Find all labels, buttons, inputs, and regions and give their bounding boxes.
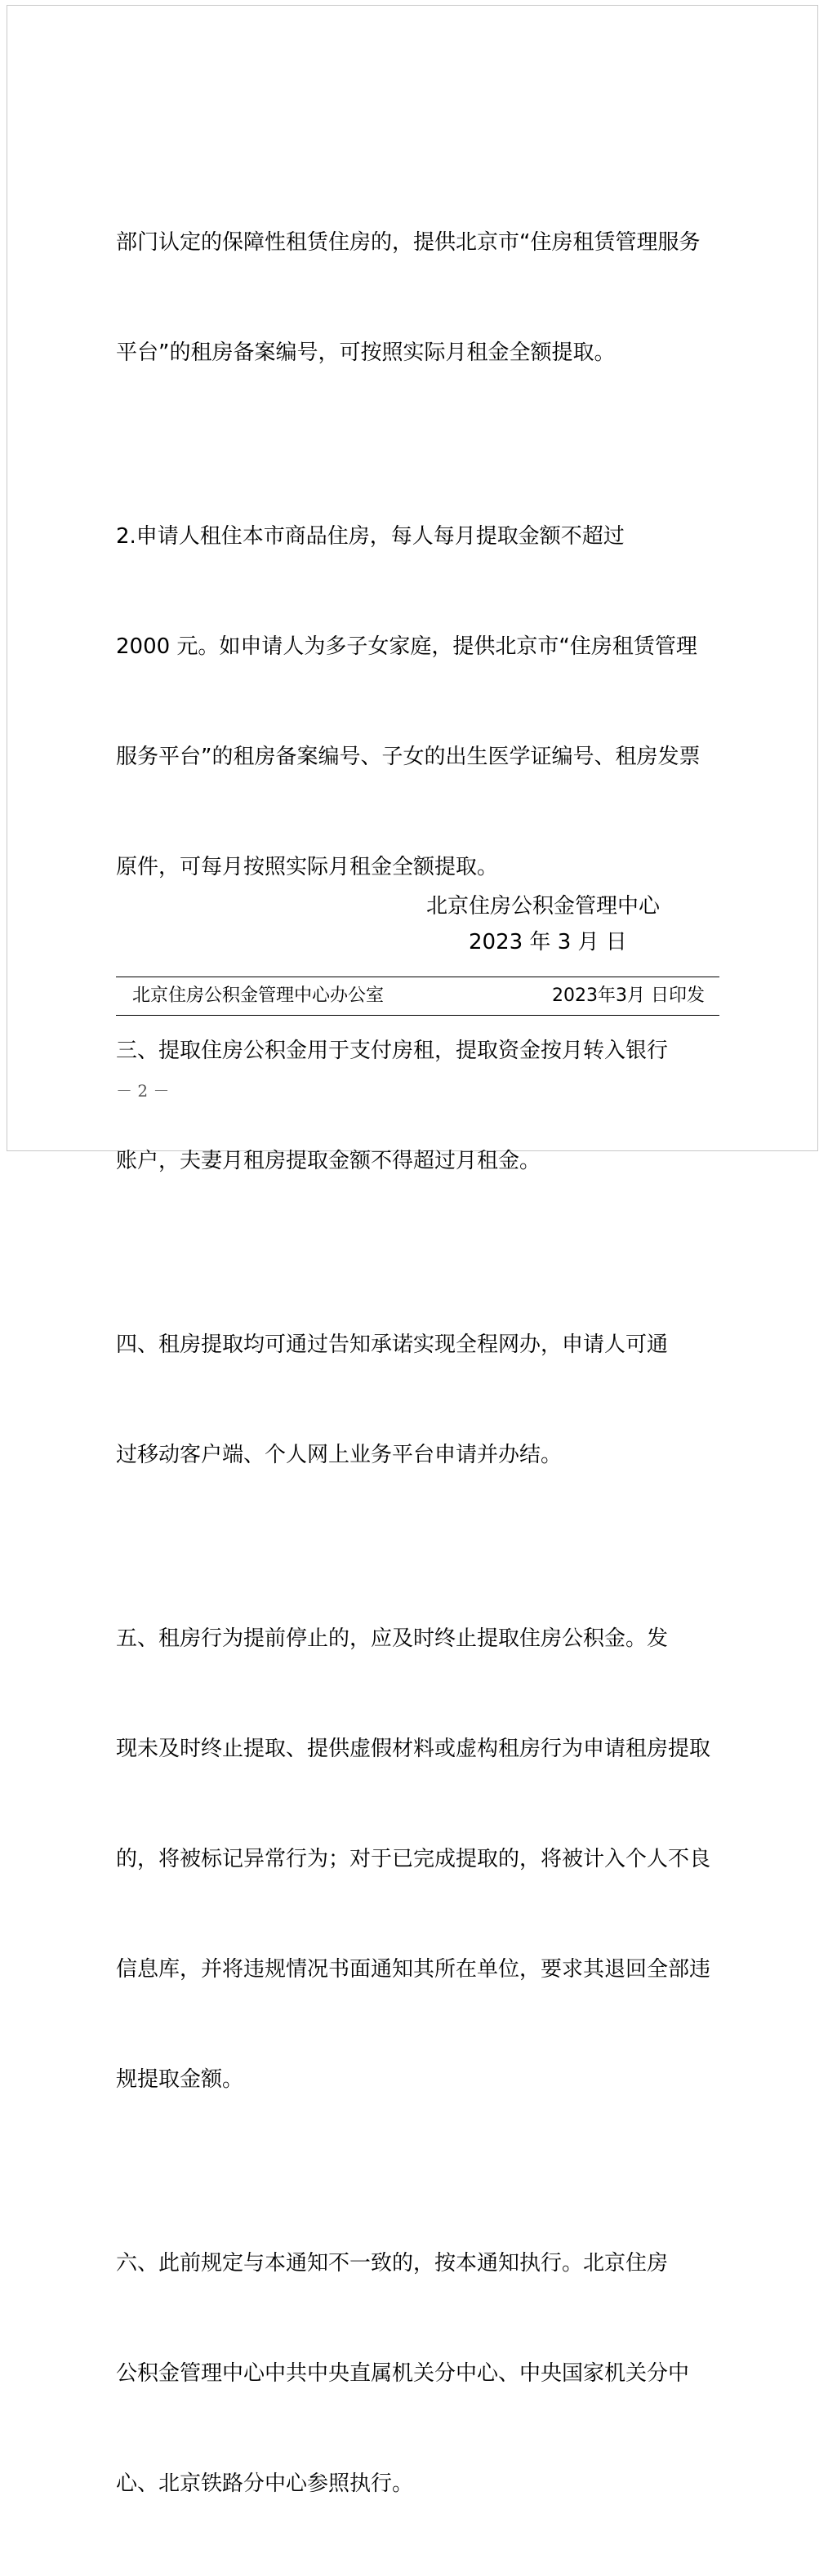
footer-print-info	[116, 978, 719, 1014]
body-line: 现未及时终止提取、提供虚假材料或虚构租房行为申请租房提取	[116, 1737, 711, 1761]
body-line: 账户，夫妻月租房提取金额不得超过月租金。	[116, 1149, 541, 1173]
footer-bottom-rule	[116, 1015, 719, 1016]
signature-date: 2023 年 3 月 日	[469, 930, 627, 954]
body-line: 服务平台”的租房备案编号、子女的出生医学证编号、租房发票	[116, 745, 701, 769]
paragraph-section-6	[116, 2172, 720, 2576]
signature-organization: 北京住房公积金管理中心	[426, 894, 661, 919]
body-line: 过移动客户端、个人网上业务平台申请并办结。	[116, 1443, 563, 1467]
body-line: 信息库，并将违规情况书面通知其所在单位，要求其退回全部违	[116, 1957, 711, 1982]
paragraph-item-2	[116, 445, 720, 959]
footer-print-date: 2023年3月 日印发	[552, 985, 705, 1006]
body-line: 2.申请人租住本市商品住房，每人每月提取金额不超过	[116, 524, 625, 549]
body-line: 心、北京铁路分中心参照执行。	[116, 2471, 414, 2496]
body-line: 平台”的租房备案编号，可按照实际月租金全额提取。	[116, 340, 616, 365]
body-line: 六、此前规定与本通知不一致的，按本通知执行。北京住房	[116, 2251, 669, 2276]
body-line: 规提取金额。	[116, 2067, 244, 2092]
footer-issuer: 北京住房公积金管理中心办公室	[132, 985, 385, 1006]
page-number: － 2 －	[116, 1081, 170, 1101]
body-line: 四、租房提取均可通过告知承诺实现全程网办，申请人可通	[116, 1332, 669, 1357]
body-line: 的，将被标记异常行为；对于已完成提取的，将被计入个人不良	[116, 1847, 711, 1871]
document-body	[116, 151, 720, 2576]
body-line: 公积金管理中心中共中央直属机关分中心、中央国家机关分中	[116, 2361, 690, 2386]
body-line: 原件，可每月按照实际月租金全额提取。	[116, 855, 499, 879]
body-line: 五、租房行为提前停止的，应及时终止提取住房公积金。发	[116, 1626, 669, 1651]
paragraph-rental-housing-continued	[116, 151, 720, 445]
body-line: 三、提取住房公积金用于支付房租，提取资金按月转入银行	[116, 1039, 669, 1063]
paragraph-section-5	[116, 1547, 720, 2172]
body-line: 2000 元。如申请人为多子女家庭，提供北京市“住房租赁管理	[116, 634, 697, 659]
paragraph-section-4	[116, 1253, 720, 1547]
body-line: 部门认定的保障性租赁住房的，提供北京市“住房租赁管理服务	[116, 230, 701, 255]
